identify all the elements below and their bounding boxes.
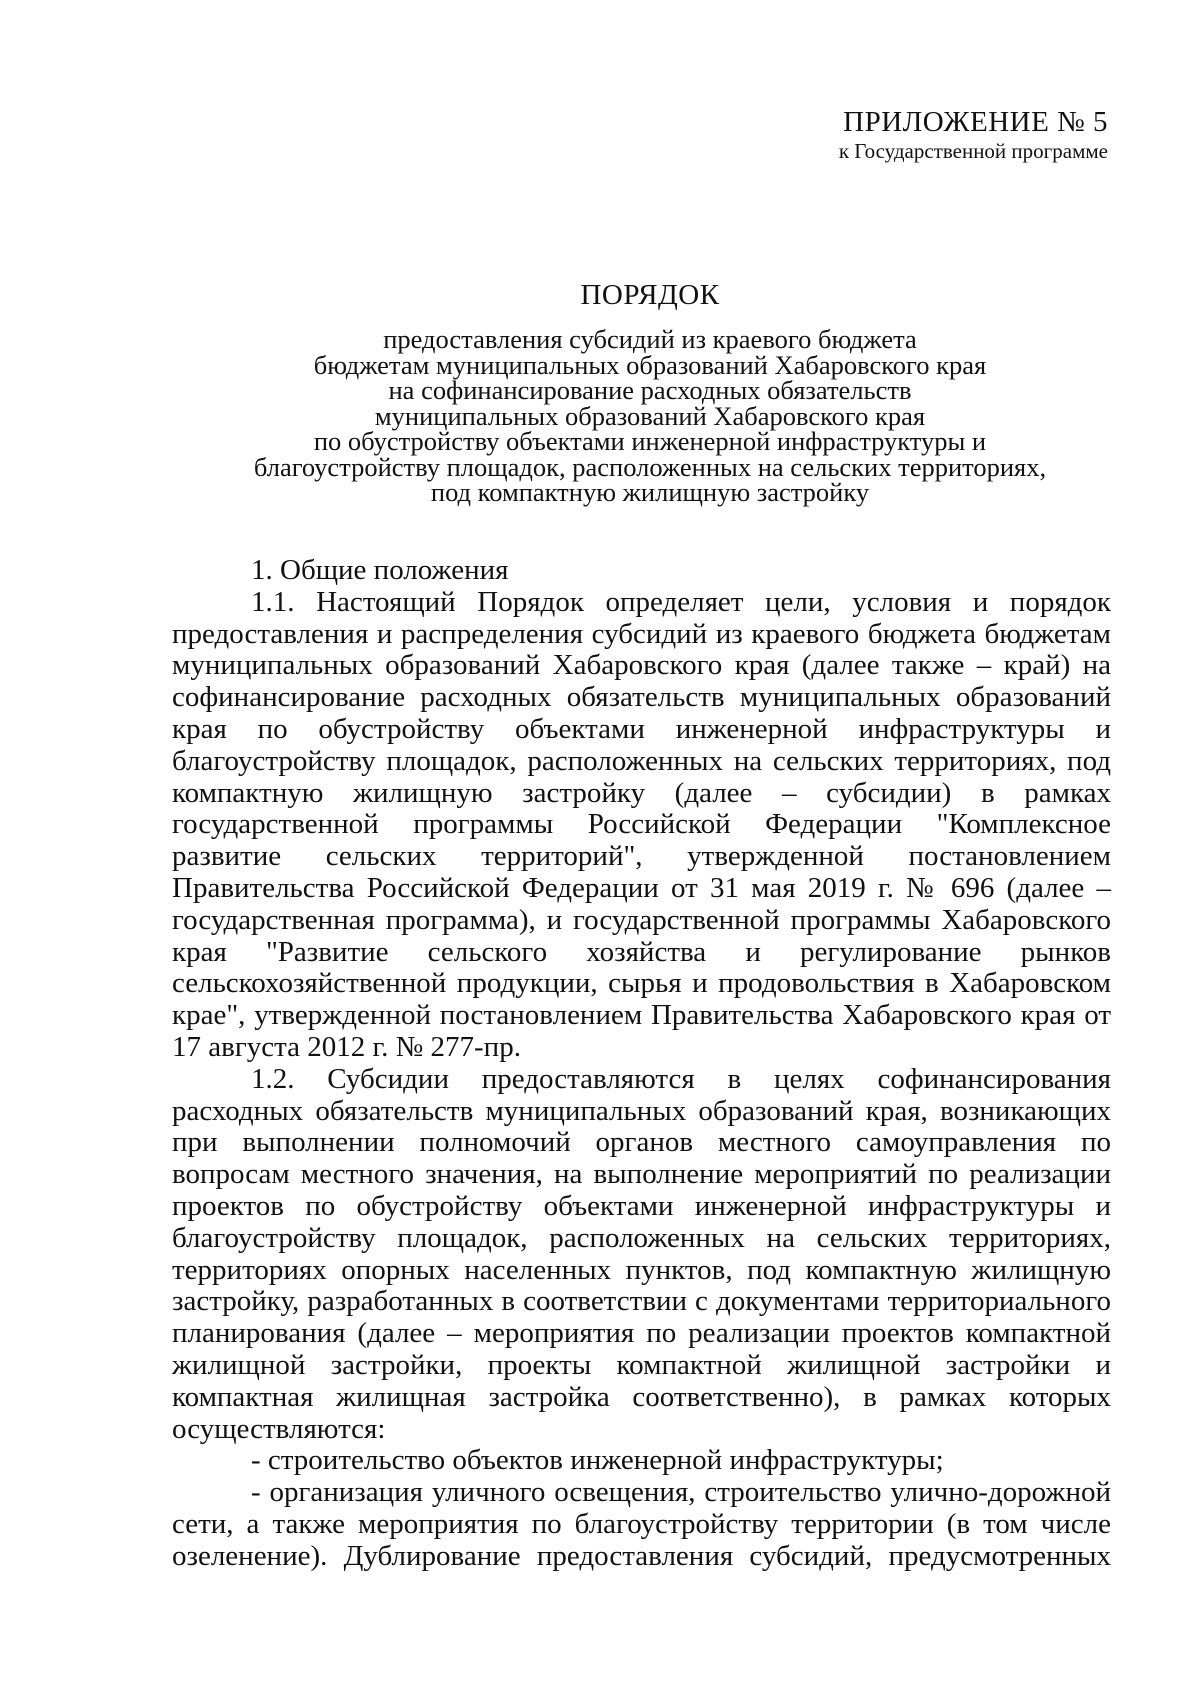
subtitle-line: муниципальных образований Хабаровского края <box>374 400 926 431</box>
paragraph-1-1: 1.1. Настоящий Порядок определяет цели, условия и порядок предоставления и распределения субсидий из краевого бюджета бюджетам муниципальных образований Хабаровского края (далее также – край) на софинансирование расходных обязательств муниципальных образований края по обустройству объектами инженерной инфраструктуры и благоустройству площадок, расположенных на сельских территориях, под компактную жилищную застройку (далее – субсидии) в рамках государственной программы Российской Федерации "Комплексное развитие сельских территорий", утвержденной постановлением Правительства Российской Федерации от 31 мая 2019 г. № 696 (далее – государственная программа), и государственной программы Хабаровского края "Развитие сельского хозяйства и регулирование рынков сельскохозяйственной продукции, сырья и продовольствия в Хабаровском крае", утвержденной постановлением Правительства Хабаровского края от 17 августа 2012 г. № 277-пр. <box>172 585 1111 1063</box>
appendix-title: ПРИЛОЖЕНИЕ № 5 <box>843 106 1108 138</box>
appendix-subtitle: к Государственной программе <box>838 139 1108 163</box>
subtitle-line: предоставления субсидий из краевого бюджета <box>383 324 917 354</box>
paragraph-1-2: 1.2. Субсидии предоставляются в целях софинансирования расходных обязательств муниципальных образований края, возникающих при выполнении полномочий органов местного самоуправления по вопросам местного значения, на выполнение мероприятий по реализации проектов по обустройству объектами инженерной инфраструктуры и благоустройству площадок, расположенных на сельских территориях, территориях опорных населенных пунктов, под компактную жилищную застройку, разработанных в соответствии с документами территориального планирования (далее – мероприятия по реализации проектов компактной жилищной застройки, проекты компактной жилищной застройки и компактная жилищная застройка соответственно), в рамках которых осуществляются: <box>172 1062 1111 1445</box>
document-body <box>172 555 1111 1573</box>
list-item-lighting: - организация уличного освещения, строительство улично-дорожной сети, а также мероприятия по благоустройству территории (в том числе озеленение). Дублирование предоставления субсидий, предусмотренных <box>172 1476 1111 1572</box>
section-heading: 1. Общие положения <box>251 554 509 586</box>
subtitle-line: под компактную жилищную застройку <box>430 477 870 507</box>
subtitle-line: по обустройству объектами инженерной инфраструктуры и <box>313 426 987 456</box>
list-item-construction: - строительство объектов инженерной инфраструктуры; <box>251 1444 944 1477</box>
subtitle-line: бюджетам муниципальных образований Хабаровского края <box>313 349 987 380</box>
document-title: ПОРЯДОК <box>580 279 720 311</box>
subtitle-line: благоустройству площадок, расположенных на сельских территориях, <box>253 451 1047 482</box>
subtitle-line: на софинансирование расходных обязательств <box>388 375 912 405</box>
appendix-header <box>839 104 1108 164</box>
document-subtitle <box>0 324 1200 507</box>
